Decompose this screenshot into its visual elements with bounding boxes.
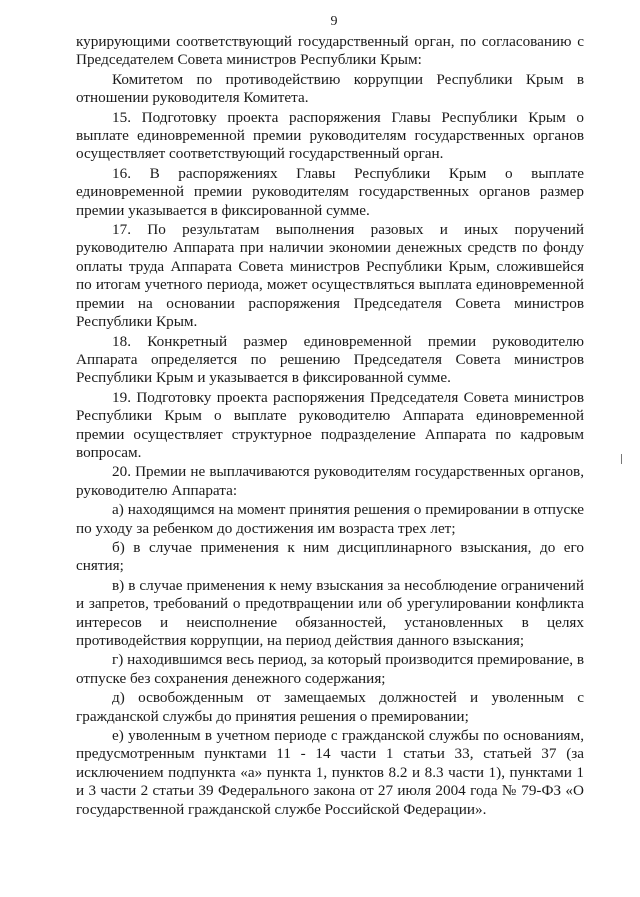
margin-scan-mark bbox=[621, 454, 622, 464]
paragraph-15: 15. Подготовку проекта распоряжения Главы Республики Крым о выплате единовременной премии руководителям государственных органов осуществляет соответствующий государственный орган. bbox=[76, 108, 584, 163]
paragraph-19: 19. Подготовку проекта распоряжения Председателя Совета министров Республики Крым о выплате руководителю Аппарата единовременной премии осуществляет структурное подразделение Аппарата по кадровым вопросам. bbox=[76, 388, 584, 461]
subparagraph-v: в) в случае применения к нему взыскания за несоблюдение ограничений и запретов, требований о предотвращении или об урегулировании конфликта интересов и неисполнение обязанностей, установленных в целях противодействия коррупции, на период действия данного взыскания; bbox=[76, 576, 584, 649]
subparagraph-a: а) находящимся на момент принятия решения о премировании в отпуске по уходу за ребенком до достижения им возраста трех лет; bbox=[76, 501, 584, 537]
subparagraph-e: е) уволенным в учетном периоде с гражданской службы по основаниям, предусмотренным пунктами 11 - 14 части 1 статьи 33, статьей 37 (за исключением подпункта «а» пункта 1, пунктов 8.2 и 8.3 части 1), пунктами 1 и 3 части 2 статьи 39 Федерального закона от 27 июля 2004 года № 79-ФЗ «О государственной гражданской службе Российской Федерации». bbox=[76, 727, 584, 818]
paragraph-committee: Комитетом по противодействию коррупции Республики Крым в отношении руководителя Комитета. bbox=[76, 70, 584, 107]
paragraph-17: 17. По результатам выполнения разовых и иных поручений руководителю Аппарата при наличии экономии денежных средств по фонду оплаты труда Аппарата Совета министров Республики Крым, сложившейся по итогам учетного периода, может осуществляться выплата единовременной премии на основании распоряжения Председателя Совета министров Республики Крым. bbox=[76, 221, 584, 331]
subparagraph-d: д) освобожденным от замещаемых должностей и уволенным с гражданской службы до принятия решения о премировании; bbox=[76, 689, 584, 725]
paragraph-18: 18. Конкретный размер единовременной премии руководителю Аппарата определяется по решению Председателя Совета министров Республики Крым и указывается в фиксированной сумме. bbox=[76, 332, 584, 387]
page-number: 9 bbox=[330, 14, 338, 29]
subparagraph-g: г) находившимся весь период, за который производится премирование, в отпуске без сохранения денежного содержания; bbox=[76, 651, 584, 687]
subparagraph-b: б) в случае применения к ним дисциплинарного взыскания, до его снятия; bbox=[76, 538, 584, 575]
document-body bbox=[76, 33, 584, 819]
paragraph-continuation: курирующими соответствующий государственный орган, по согласованию с Председателем Совета министров Республики Крым: bbox=[76, 33, 584, 69]
paragraph-20: 20. Премии не выплачиваются руководителям государственных органов, руководителю Аппарата: bbox=[76, 463, 584, 499]
paragraph-16: 16. В распоряжениях Главы Республики Крым о выплате единовременной премии руководителям государственных органов размер премии указывается в фиксированной сумме. bbox=[76, 164, 584, 219]
